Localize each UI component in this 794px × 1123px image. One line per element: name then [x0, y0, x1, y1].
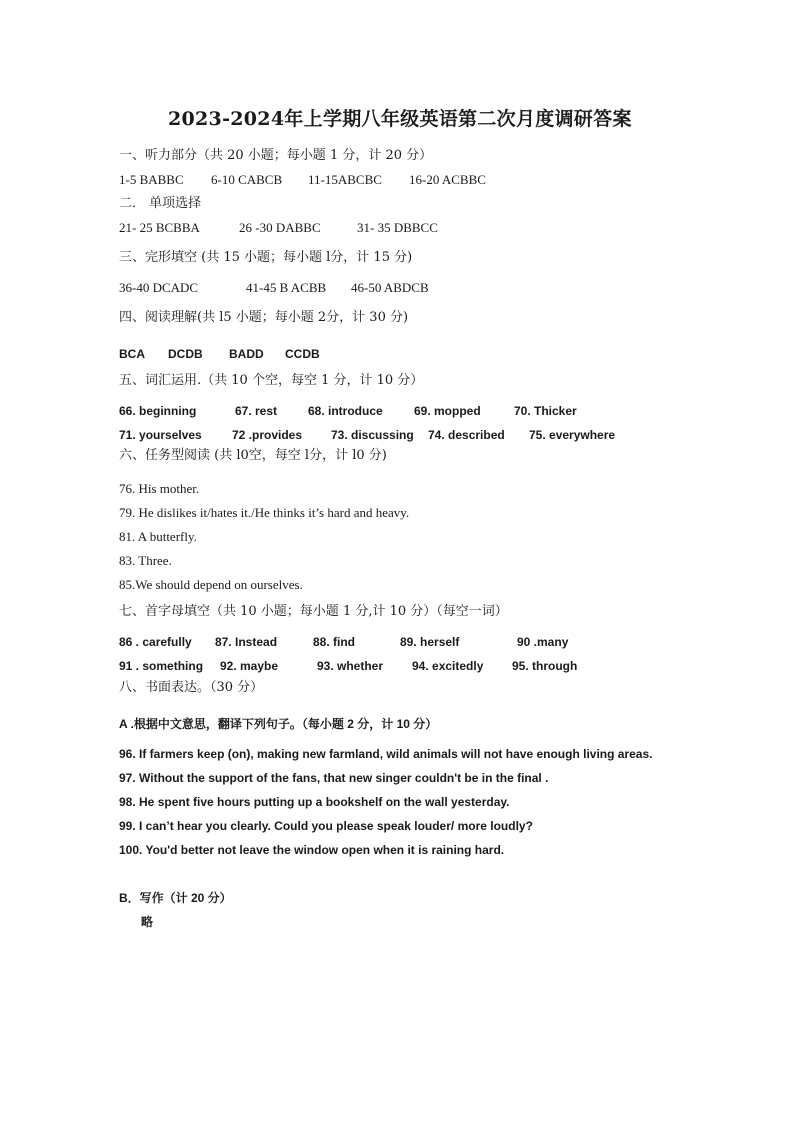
answer-item: 74. described [428, 428, 505, 442]
answer-item: 69. mopped [414, 404, 481, 418]
answer-group: 46-50 ABDCB [351, 280, 429, 295]
answer-item: 93. whether [317, 659, 384, 673]
answer-group: 6-10 CABCB [211, 172, 283, 187]
answer-item: 71. yourselves [119, 428, 202, 442]
answer-item: 68. introduce [308, 404, 383, 418]
answer-group: BCA [119, 347, 145, 361]
answer-item: 88. find [313, 635, 356, 649]
answer-group: 36-40 DCADC [119, 280, 199, 295]
translation-sentence: 97. Without the support of the fans, that new singer couldn't be in the final . [119, 771, 549, 785]
answer-group: 26 -30 DABBC [239, 220, 321, 235]
section-heading-writing: 八、书面表达。（30 分） [119, 680, 264, 695]
translation-sentence: 99. I can’t hear you clearly. Could you please speak louder/ more loudly? [119, 819, 533, 833]
answer-item: 72 .provides [232, 428, 303, 442]
section-heading-initial-letter: 七、首字母填空（共 10 小题；每小题 1 分,计 10 分）（每空一词） [119, 604, 508, 619]
section-heading-task-reading: 六、任务型阅读 (共 l0空，每空 l分，计 l0 分) [119, 448, 387, 463]
task-answer: 79. He dislikes it/hates it./He thinks it’s hard and heavy. [119, 505, 410, 520]
answer-group: BADD [229, 347, 264, 361]
section-heading-cloze: 三、完形填空 (共 15 小题；每小题 l分，计 15 分) [119, 250, 413, 265]
answer-item: 92. maybe [220, 659, 279, 673]
answer-item: 95. through [512, 659, 578, 673]
answer-row-reading [119, 346, 719, 362]
answer-group: 41-45 B ACBB [246, 280, 327, 295]
answer-item: 67. rest [235, 404, 278, 418]
answer-item: 94. excitedly [412, 659, 484, 673]
answer-row-listening [119, 172, 719, 188]
answer-item: 90 .many [517, 635, 569, 649]
answer-row-initial-letter-1 [119, 634, 719, 650]
answer-item: 73. discussing [331, 428, 414, 442]
answer-row-single-choice [119, 220, 719, 236]
answer-row-initial-letter-2 [119, 658, 719, 674]
translation-sentence: 100. You'd better not leave the window open when it is raining hard. [119, 843, 505, 857]
task-answer: 76. His mother. [119, 481, 200, 496]
answer-group: 16-20 ACBBC [409, 172, 486, 187]
subsection-heading-composition: B．写作（计 20 分） [119, 891, 232, 905]
answer-item: 66. beginning [119, 404, 197, 418]
answer-group: 31- 35 DBBCC [357, 220, 438, 235]
answer-group: 11-15ABCBC [308, 172, 382, 187]
answer-item: 87. Instead [215, 635, 278, 649]
translation-sentence: 96. If farmers keep (on), making new farmland, wild animals will not have enough living areas. [119, 747, 653, 761]
answer-item: 89. herself [400, 635, 460, 649]
subsection-heading-translation: A .根据中文意思，翻译下列句子。（每小题 2 分，计 10 分） [119, 717, 438, 731]
answer-item: 70. Thicker [514, 404, 577, 418]
composition-omitted: 略 [141, 915, 154, 929]
translation-sentence: 98. He spent five hours putting up a bookshelf on the wall yesterday. [119, 795, 510, 809]
task-answer: 81. A butterfly. [119, 529, 197, 544]
answer-group: DCDB [168, 347, 203, 361]
answer-item: 91 . something [119, 659, 204, 673]
section-heading-listening: 一、听力部分（共 20 小题；每小题 1 分，计 20 分） [119, 148, 433, 163]
page-title: 2023-2024年上学期八年级英语第二次月度调研答案 [168, 108, 632, 130]
task-answer: 83. Three. [119, 553, 172, 568]
answer-row-cloze [119, 280, 719, 296]
answer-item: 75. everywhere [529, 428, 616, 442]
answer-row-vocabulary-2 [119, 427, 719, 443]
answer-row-vocabulary-1 [119, 403, 719, 419]
section-heading-vocabulary: 五、词汇运用.（共 10 个空，每空 1 分，计 10 分） [119, 373, 424, 388]
answer-group: CCDB [285, 347, 320, 361]
answer-group: 21- 25 BCBBA [119, 220, 200, 235]
task-answer: 85.We should depend on ourselves. [119, 577, 303, 592]
section-heading-reading: 四、阅读理解(共 l5 小题；每小题 2分，计 30 分) [119, 310, 409, 325]
section-heading-single-choice: 二． 单项选择 [119, 196, 202, 211]
answer-group: 1-5 BABBC [119, 172, 184, 187]
answer-item: 86 . carefully [119, 635, 192, 649]
